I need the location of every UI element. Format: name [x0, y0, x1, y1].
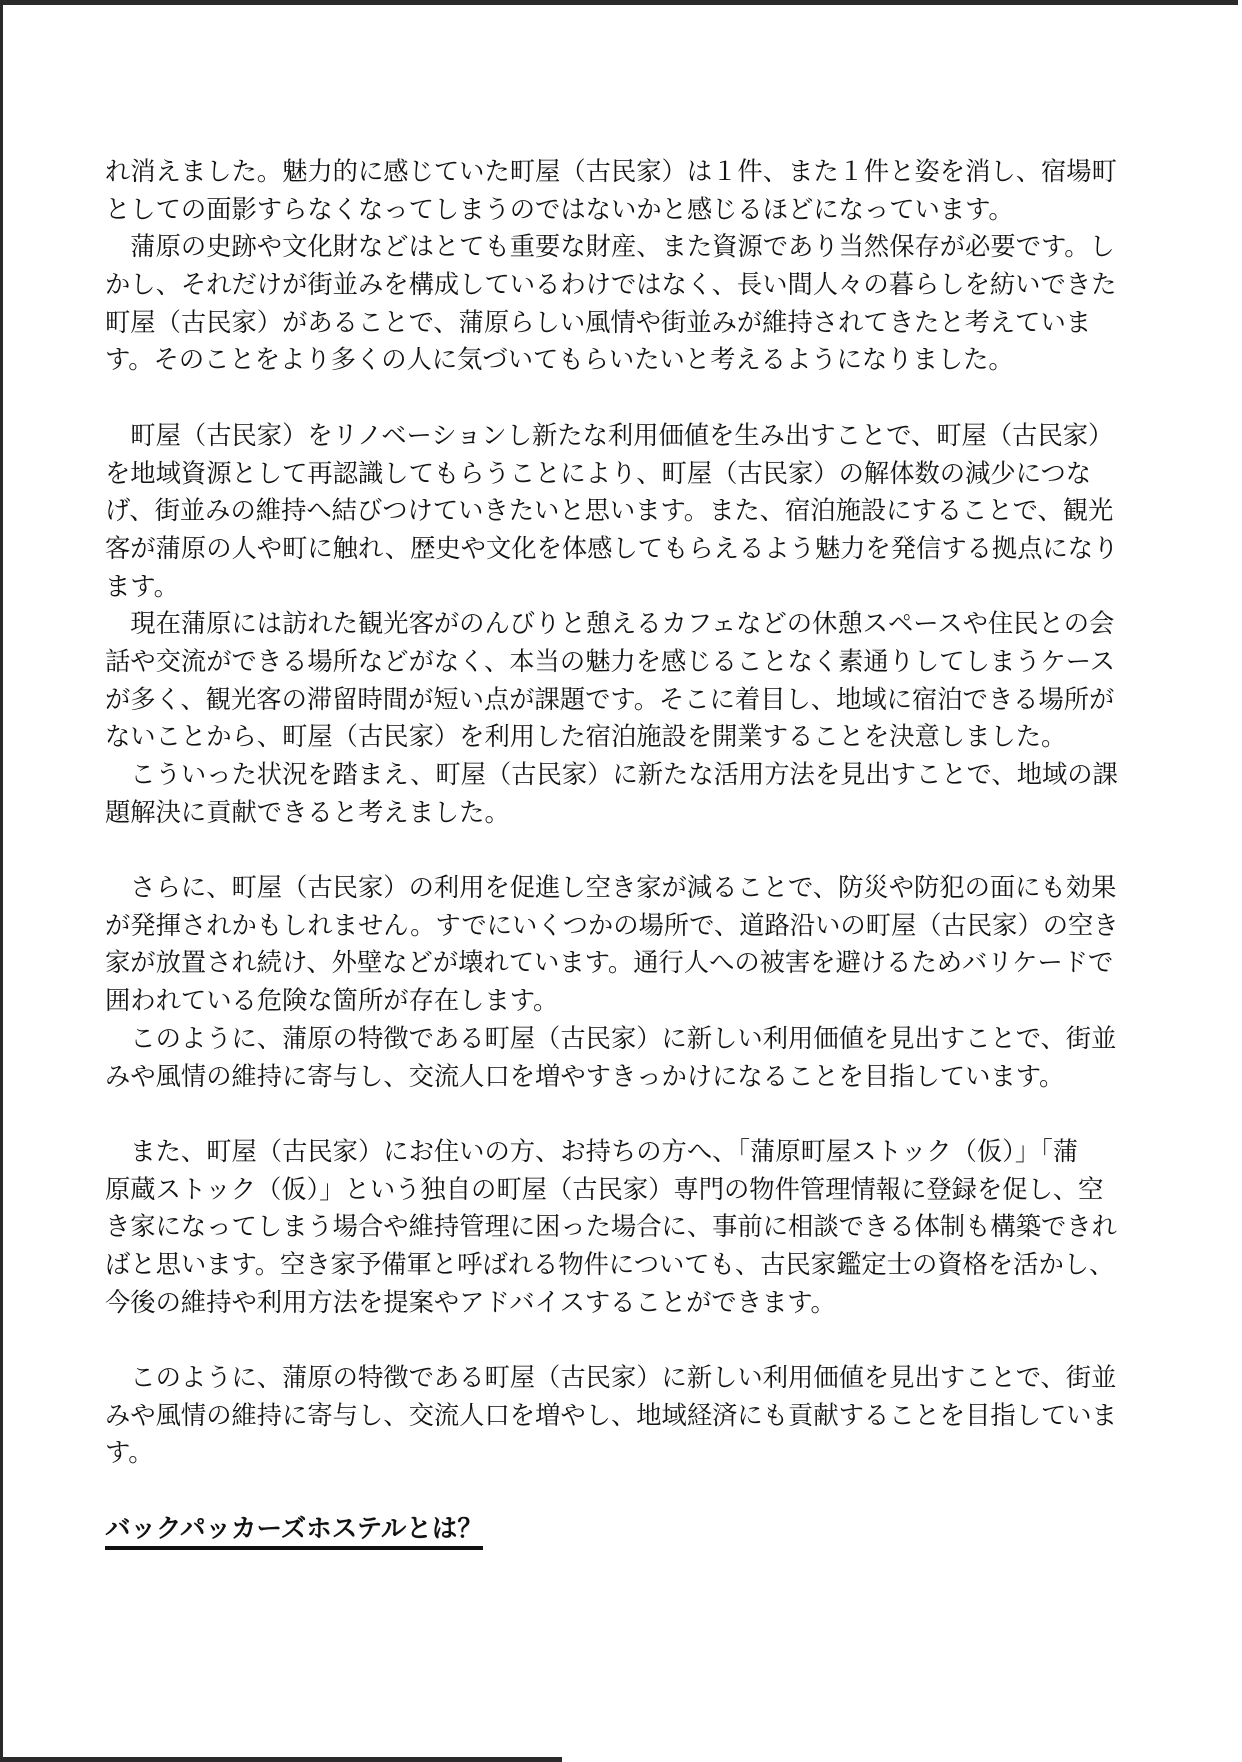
paragraph: [105, 418, 1135, 606]
text-line: 蒲原の史跡や文化財などはとても重要な財産、また資源であり当然保存が必要です。し: [105, 233, 1115, 262]
text-line: げ、街並みの維持へ結びつけていきたいと思います。また、宿泊施設にすることで、観光: [105, 497, 1114, 526]
text-line: ます。: [105, 572, 179, 601]
text-line: 今後の維持や利用方法を提案やアドバイスすることができます。: [105, 1288, 836, 1317]
blank-line: [105, 1473, 1135, 1511]
text-line: す。そのことをより多くの人に気づいてもらいたいと考えるようになりました。: [105, 346, 1014, 375]
blank-line: [105, 1322, 1135, 1360]
document-body: [105, 154, 1135, 1548]
text-line: 話や交流ができる場所などがなく、本当の魅力を感じることなく素通りしてしまうケース: [105, 647, 1116, 676]
text-line: 町屋（古民家）をリノベーションし新たな利用価値を生み出すことで、町屋（古民家）: [105, 421, 1114, 450]
paragraph: [105, 229, 1135, 380]
text-line: みや風情の維持に寄与し、交流人口を増やすきっかけになることを目指しています。: [105, 1062, 1065, 1091]
text-line: ばと思います。空き家予備軍と呼ばれる物件についても、古民家鑑定士の資格を活かし、: [105, 1250, 1115, 1279]
text-line: が多く、観光客の滞留時間が短い点が課題です。そこに着目し、地域に宿泊できる場所が: [105, 685, 1115, 714]
text-line: れ消えました。魅力的に感じていた町屋（古民家）は１件、また１件と姿を消し、宿場町: [105, 158, 1117, 186]
text-line: ないことから、町屋（古民家）を利用した宿泊施設を開業することを決意しました。: [105, 723, 1067, 752]
paragraph: [105, 757, 1135, 832]
text-line: このように、蒲原の特徴である町屋（古民家）に新しい利用価値を見出すことで、街並: [105, 1364, 1117, 1392]
text-line: 原蔵ストック（仮）」という独自の町屋（古民家）専門の物件管理情報に登録を促し、空: [105, 1175, 1104, 1204]
text-line: このように、蒲原の特徴である町屋（古民家）に新しい利用価値を見出すことで、街並: [105, 1024, 1117, 1053]
text-line: す。: [105, 1439, 154, 1468]
text-line: また、町屋（古民家）にお住いの方、お持ちの方へ、「蒲原町屋ストック（仮）」「蒲: [105, 1137, 1079, 1166]
text-line: が発揮されかもしれません。すでにいくつかの場所で、道路沿いの町屋（古民家）の空き: [105, 911, 1119, 940]
text-line: 客が蒲原の人や町に触れ、歴史や文化を体感してもらえるよう魅力を発信する拠点になり: [105, 534, 1119, 563]
text-line: さらに、町屋（古民家）の利用を促進し空き家が減ることで、防災や防犯の面にも効果: [105, 874, 1117, 903]
section-heading-text: バックパッカーズホステルとは？: [105, 1515, 483, 1550]
text-line: 家が放置され続け、外壁などが壊れています。通行人への被害を避けるためバリケードで: [105, 949, 1114, 978]
text-line: かし、それだけが街並みを構成しているわけではなく、長い間人々の暮らしを紡いできた: [105, 271, 1117, 300]
text-line: 現在蒲原には訪れた観光客がのんびりと憩えるカフェなどの休憩スペースや住民との会: [105, 610, 1115, 639]
paragraph: [105, 1360, 1135, 1473]
paragraph: [105, 606, 1135, 757]
text-line: 町屋（古民家）があることで、蒲原らしい風情や街並みが維持されてきたと考えていま: [105, 308, 1092, 337]
paragraph: [105, 1134, 1135, 1322]
text-line: き家になってしまう場合や維持管理に困った場合に、事前に相談できる体制も構築できれ: [105, 1213, 1117, 1242]
text-line: 囲われている危険な箇所が存在します。: [105, 987, 559, 1016]
paragraph: [105, 1021, 1135, 1096]
text-line: としての面影すらなくなってしまうのではないかと感じるほどになっています。: [105, 195, 1014, 224]
text-line: を地域資源として再認識してもらうことにより、町屋（古民家）の解体数の減少につな: [105, 459, 1092, 488]
text-line: みや風情の維持に寄与し、交流人口を増やし、地域経済にも貢献することを目指していま: [105, 1401, 1117, 1430]
section-heading: [105, 1511, 1135, 1549]
text-line: こういった状況を踏まえ、町屋（古民家）に新たな活用方法を見出すことで、地域の課: [105, 761, 1118, 789]
page-edge-top: [0, 0, 1238, 5]
page-edge-bottom: [0, 1757, 562, 1762]
page-edge-left: [0, 0, 3, 1762]
paragraph: [105, 154, 1135, 229]
text-line: 題解決に貢献できると考えました。: [105, 798, 510, 827]
blank-line: [105, 380, 1135, 418]
paragraph: [105, 870, 1135, 1021]
blank-line: [105, 832, 1135, 870]
blank-line: [105, 1096, 1135, 1134]
